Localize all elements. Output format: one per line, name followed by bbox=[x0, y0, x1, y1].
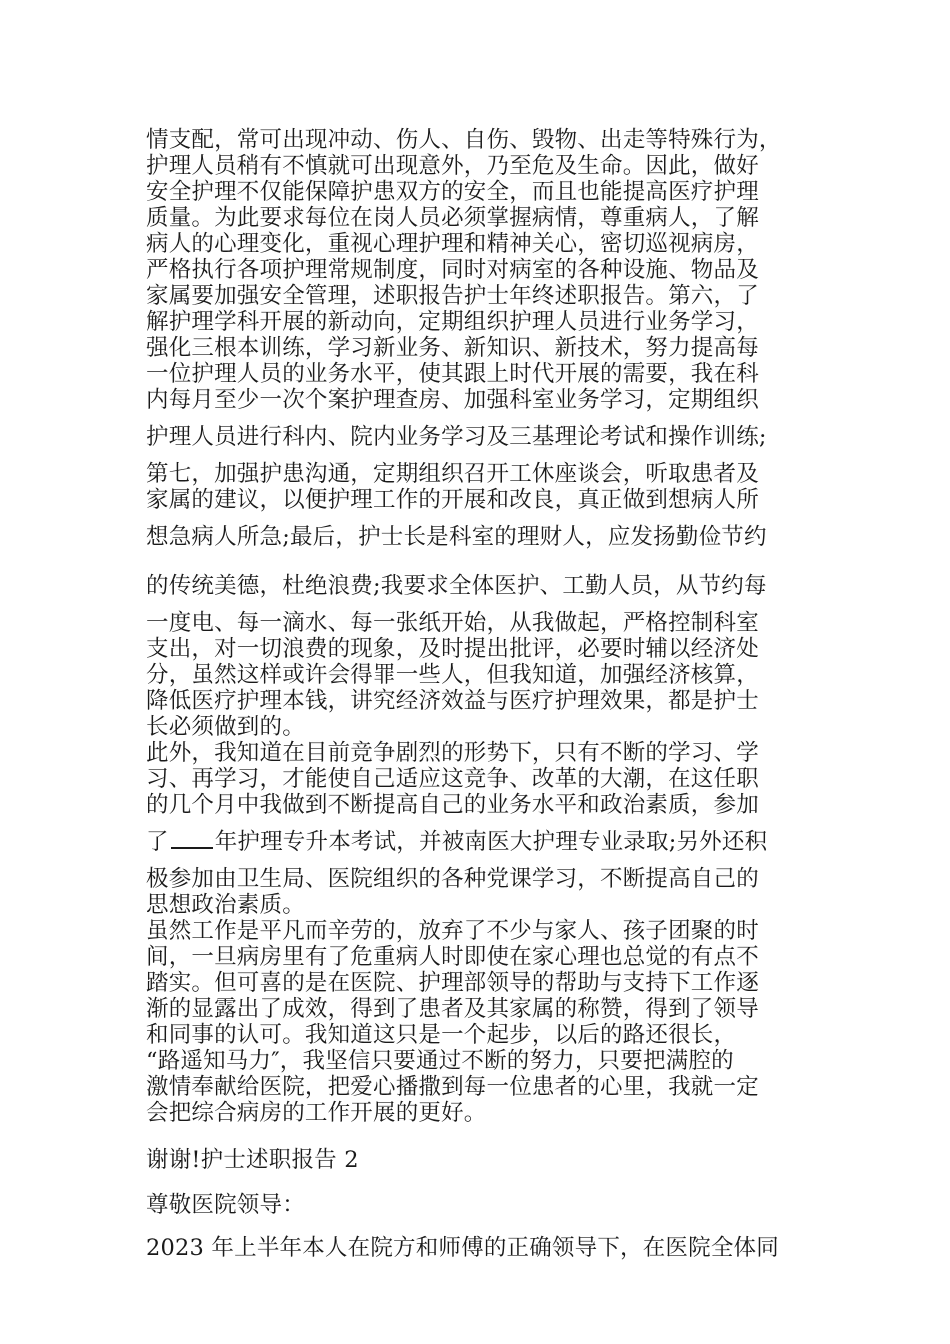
text-line: 虽然工作是平凡而辛劳的，放弃了不少与家人、孩子团聚的时 bbox=[146, 918, 759, 944]
text-line: 谢谢!护士述职报告 2 bbox=[146, 1147, 359, 1173]
text-line: 习、再学习，才能使自己适应这竞争、改革的大潮，在这任职 bbox=[146, 766, 759, 792]
text-line: 思想政治素质。 bbox=[146, 892, 305, 918]
text-line: 一位护理人员的业务水平，使其跟上时代开展的需要，我在科 bbox=[146, 361, 759, 387]
text-line: 一度电、每一滴水、每一张纸开始，从我做起，严格控制科室 bbox=[146, 610, 759, 636]
text-line: 此外，我知道在目前竞争剧烈的形势下，只有不断的学习、学 bbox=[146, 740, 759, 766]
text-line: 解护理学科开展的新动向，定期组织护理人员进行业务学习， bbox=[146, 309, 759, 335]
text-line: 间，一旦病房里有了危重病人时即使在家心理也总觉的有点不 bbox=[146, 944, 759, 970]
text-line: 情支配，常可出现冲动、伤人、自伤、毁物、出走等特殊行为， bbox=[146, 127, 782, 153]
text-line: “路遥知马力″，我坚信只要通过不断的努力，只要把满腔的 bbox=[146, 1048, 734, 1074]
text-line: 踏实。但可喜的是在医院、护理部领导的帮助与支持下工作逐 bbox=[146, 970, 759, 996]
fill-in-blank bbox=[171, 829, 213, 849]
text-line: 2023 年上半年本人在院方和师傅的正确领导下，在医院全体同 bbox=[146, 1235, 779, 1261]
text-line: 内每月至少一次个案护理查房、加强科室业务学习，定期组织 bbox=[146, 387, 759, 413]
text-line: 渐的显露出了成效，得到了患者及其家属的称赞，得到了领导 bbox=[146, 996, 759, 1022]
text-line: 的几个月中我做到不断提高自己的业务水平和政治素质，参加 bbox=[146, 792, 759, 818]
text-line: 尊敬医院领导： bbox=[146, 1192, 305, 1218]
text-line: 家属要加强安全管理，述职报告护士年终述职报告。第六，了 bbox=[146, 283, 759, 309]
text-line: 长必须做到的。 bbox=[146, 714, 305, 740]
text-line: 分，虽然这样或许会得罪一些人，但我知道，加强经济核算， bbox=[146, 662, 759, 688]
text-line: 的传统美德，杜绝浪费;我要求全体医护、工勤人员，从节约每 bbox=[146, 573, 767, 599]
text-line: 病人的心理变化，重视心理护理和精神关心，密切巡视病房， bbox=[146, 231, 759, 257]
text-line: 质量。为此要求每位在岗人员必须掌握病情，尊重病人，了解 bbox=[146, 205, 759, 231]
text-segment: 年护理专升本考试，并被南医大护理专业录取;另外还积 bbox=[214, 829, 768, 855]
text-line: 降低医疗护理本钱，讲究经济效益与医疗护理效果，都是护士 bbox=[146, 688, 759, 714]
text-line: 支出，对一切浪费的现象，及时提出批评，必要时辅以经济处 bbox=[146, 636, 759, 662]
text-line: 会把综合病房的工作开展的更好。 bbox=[146, 1100, 487, 1126]
text-line: 第七，加强护患沟通，定期组织召开工休座谈会，听取患者及 bbox=[146, 461, 759, 487]
text-line: 护理人员进行科内、院内业务学习及三基理论考试和操作训练; bbox=[146, 424, 767, 450]
text-segment: 了 bbox=[146, 829, 169, 855]
text-line: 想急病人所急;最后，护士长是科室的理财人，应发扬勤俭节约 bbox=[146, 524, 767, 550]
text-line: 安全护理不仅能保障护患双方的安全，而且也能提高医疗护理 bbox=[146, 179, 759, 205]
text-line: 强化三根本训练，学习新业务、新知识、新技术，努力提高每 bbox=[146, 335, 759, 361]
text-line: 和同事的认可。我知道这只是一个起步，以后的路还很长， bbox=[146, 1022, 737, 1048]
text-line: 护理人员稍有不慎就可出现意外，乃至危及生命。因此，做好 bbox=[146, 153, 759, 179]
text-line: 激情奉献给医院，把爱心播撒到每一位患者的心里，我就一定 bbox=[146, 1074, 759, 1100]
text-line: 极参加由卫生局、医院组织的各种党课学习，不断提高自己的 bbox=[146, 866, 759, 892]
text-line: 家属的建议，以便护理工作的开展和改良，真正做到想病人所 bbox=[146, 487, 759, 513]
text-line-with-blank bbox=[146, 829, 767, 855]
text-line: 严格执行各项护理常规制度，同时对病室的各种设施、物品及 bbox=[146, 257, 759, 283]
